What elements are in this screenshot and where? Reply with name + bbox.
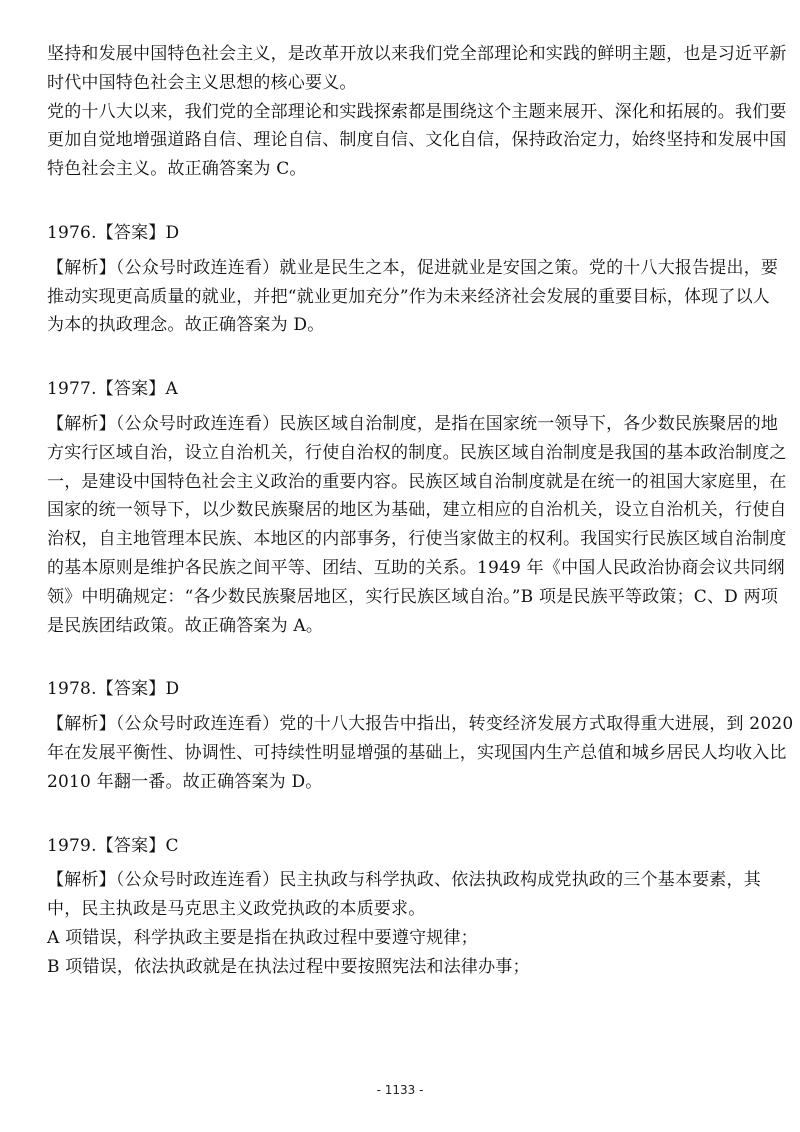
text-line: 【解析】（公众号时政连连看）就业是民生之本，促进就业是安国之策。党的十八大报告提出，要 (47, 257, 779, 278)
text-line: 推动实现更高质量的就业，并把“就业更加充分”作为未来经济社会发展的重要目标，体现了以人 (47, 286, 770, 307)
text-line: 的基本原则是维护各民族之间平等、团结、互助的关系。1949 年《中国人民政治协商会议共同纲 (47, 557, 785, 578)
text-line: B 项错误，依法执政就是在执法过程中要按照宪法和法律办事； (47, 956, 530, 977)
text-line: 年在发展平衡性、协调性、可持续性明显增强的基础上，实现国内生产总值和城乡居民人均收入比 (47, 742, 787, 763)
section-gap (47, 184, 765, 219)
text-line: 更加自觉地增强道路自信、理论自信、制度自信、文化自信，保持政治定力，始终坚持和发展中国 (47, 130, 787, 151)
text-line: 党的十八大以来，我们党的全部理论和实践探索都是围绕这个主题来展开、深化和拓展的。我们要 (47, 101, 787, 122)
text-line: 中，民主执政是马克思主义政党执政的本质要求。 (47, 899, 426, 920)
answer-heading: 1978.【答案】D (47, 679, 180, 700)
text-line: A 项错误，科学执政主要是指在执政过程中要遵守规律； (47, 927, 478, 948)
question-1978 (47, 675, 794, 796)
document-page (47, 40, 794, 982)
text-line: 为本的执政理念。故正确答案为 D。 (47, 315, 325, 336)
question-1976 (47, 219, 779, 340)
text-line: 2010 年翻一番。故正确答案为 D。 (47, 771, 323, 792)
answer-heading: 1979.【答案】C (47, 835, 179, 856)
section-gap (47, 797, 765, 832)
answer-heading: 1976.【答案】D (47, 222, 180, 243)
question-1977 (47, 375, 787, 640)
intro-paragraph (47, 40, 787, 184)
question-1979 (47, 832, 765, 982)
text-line: 【解析】（公众号时政连连看）民主执政与科学执政、依法执政构成党执政的三个基本要素，其 (47, 870, 761, 891)
text-line: 是民族团结政策。故正确答案为 A。 (47, 615, 324, 636)
section-gap (47, 340, 765, 375)
page-number: - 1133 - (376, 1083, 424, 1097)
text-line: 治权，自主地管理本民族、本地区的内部事务，行使当家做主的权利。我国实行民族区域自治制度 (47, 529, 787, 550)
text-line: 特色社会主义。故正确答案为 C。 (47, 159, 307, 180)
answer-heading: 1977.【答案】A (47, 379, 178, 400)
text-line: 【解析】（公众号时政连连看）民族区域自治制度，是指在国家统一领导下，各少数民族聚居的地 (47, 413, 779, 434)
text-line: 方实行区域自治，设立自治机关，行使自治权的制度。民族区域自治制度是我国的基本政治制度之 (47, 442, 787, 463)
text-line: 国家的统一领导下，以少数民族聚居的地区为基础，建立相应的自治机关，设立自治机关，行使自 (47, 500, 787, 521)
text-line: 【解析】（公众号时政连连看）党的十八大报告中指出，转变经济发展方式取得重大进展，到 2020 (47, 714, 794, 735)
text-line: 领》中明确规定：“各少数民族聚居地区，实行民族区域自治。”B 项是民族平等政策；C、D 两项 (47, 586, 779, 607)
text-line: 坚持和发展中国特色社会主义，是改革开放以来我们党全部理论和实践的鲜明主题，也是习近平新 (47, 44, 787, 64)
text-line: 时代中国特色社会主义思想的核心要义。 (47, 72, 357, 93)
text-line: 一，是建设中国特色社会主义政治的重要内容。民族区域自治制度就是在统一的祖国大家庭里，在 (47, 471, 787, 492)
section-gap (47, 640, 765, 675)
